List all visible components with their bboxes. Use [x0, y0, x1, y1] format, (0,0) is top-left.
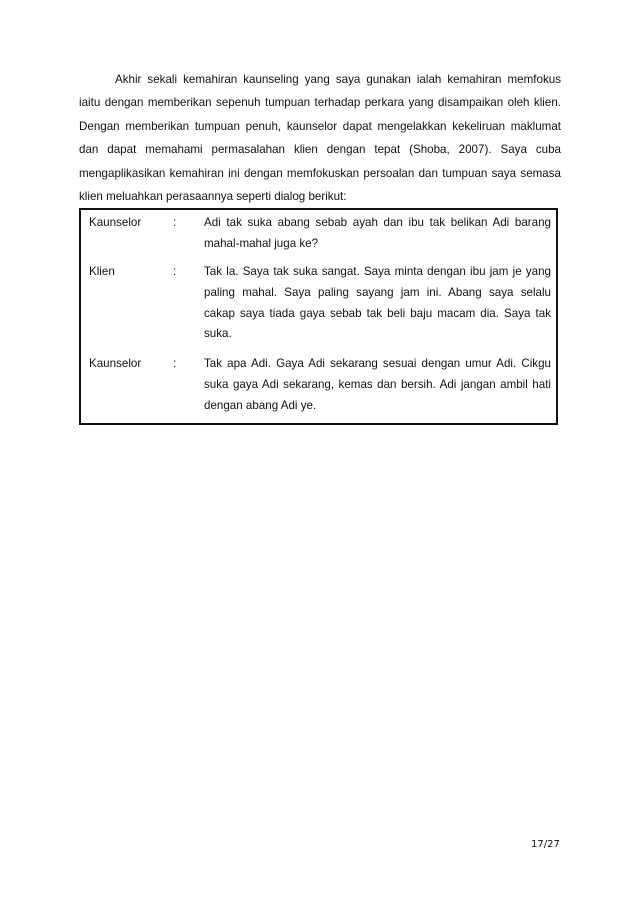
paragraph-line: klien meluahkan perasaannya seperti dialog berikut: [79, 189, 347, 203]
page-number: 17/27 [531, 839, 560, 850]
dialog-colon: : [173, 216, 177, 229]
dialog-colon: : [173, 265, 177, 278]
dialog-utterance [204, 213, 551, 255]
dialog-box [79, 208, 558, 425]
utterance-line: suka. [204, 327, 232, 341]
utterance-line: Tak la. Saya tak suka sangat. Saya minta dengan ibu jam je yang [204, 265, 551, 278]
dialog-speaker: Kaunselor [89, 357, 142, 370]
paragraph-line: dan dapat memahami permasalahan klien dengan tepat (Shoba, 2007). Saya cuba [79, 143, 561, 157]
dialog-utterance [204, 262, 551, 345]
utterance-line: dengan abang Adi ye. [204, 398, 317, 412]
body-paragraph [79, 68, 561, 208]
utterance-line: cakap saya tiada gaya sebab tak beli baju macam dia. Saya tak [204, 306, 551, 320]
utterance-line: Tak apa Adi. Gaya Adi sekarang sesuai dengan umur Adi. Cikgu [204, 357, 551, 370]
paragraph-line: Dengan memberikan tumpuan penuh, kaunselor dapat mengelakkan kekeliruan maklumat [79, 119, 561, 133]
utterance-line: paling mahal. Saya paling sayang jam ini. Abang saya selalu [204, 285, 551, 299]
utterance-line: mahal-mahal juga ke? [204, 236, 319, 250]
dialog-utterance [204, 354, 551, 416]
utterance-line: Adi tak suka abang sebab ayah dan ibu tak belikan Adi barang [204, 216, 551, 229]
paragraph-line: Akhir sekali kemahiran kaunseling yang saya gunakan ialah kemahiran memfokus [115, 73, 561, 86]
paragraph-line: mengaplikasikan kemahiran ini dengan memfokuskan persoalan dan tumpuan saya semasa [79, 166, 561, 180]
dialog-speaker: Kaunselor [89, 216, 142, 229]
paragraph-line: iaitu dengan memberikan sepenuh tumpuan terhadap perkara yang disampaikan oleh klien. [79, 96, 561, 110]
dialog-speaker: Klien [89, 265, 115, 278]
dialog-colon: : [173, 357, 177, 370]
utterance-line: suka gaya Adi sekarang, kemas dan bersih. Adi jangan ambil hati [204, 377, 551, 391]
